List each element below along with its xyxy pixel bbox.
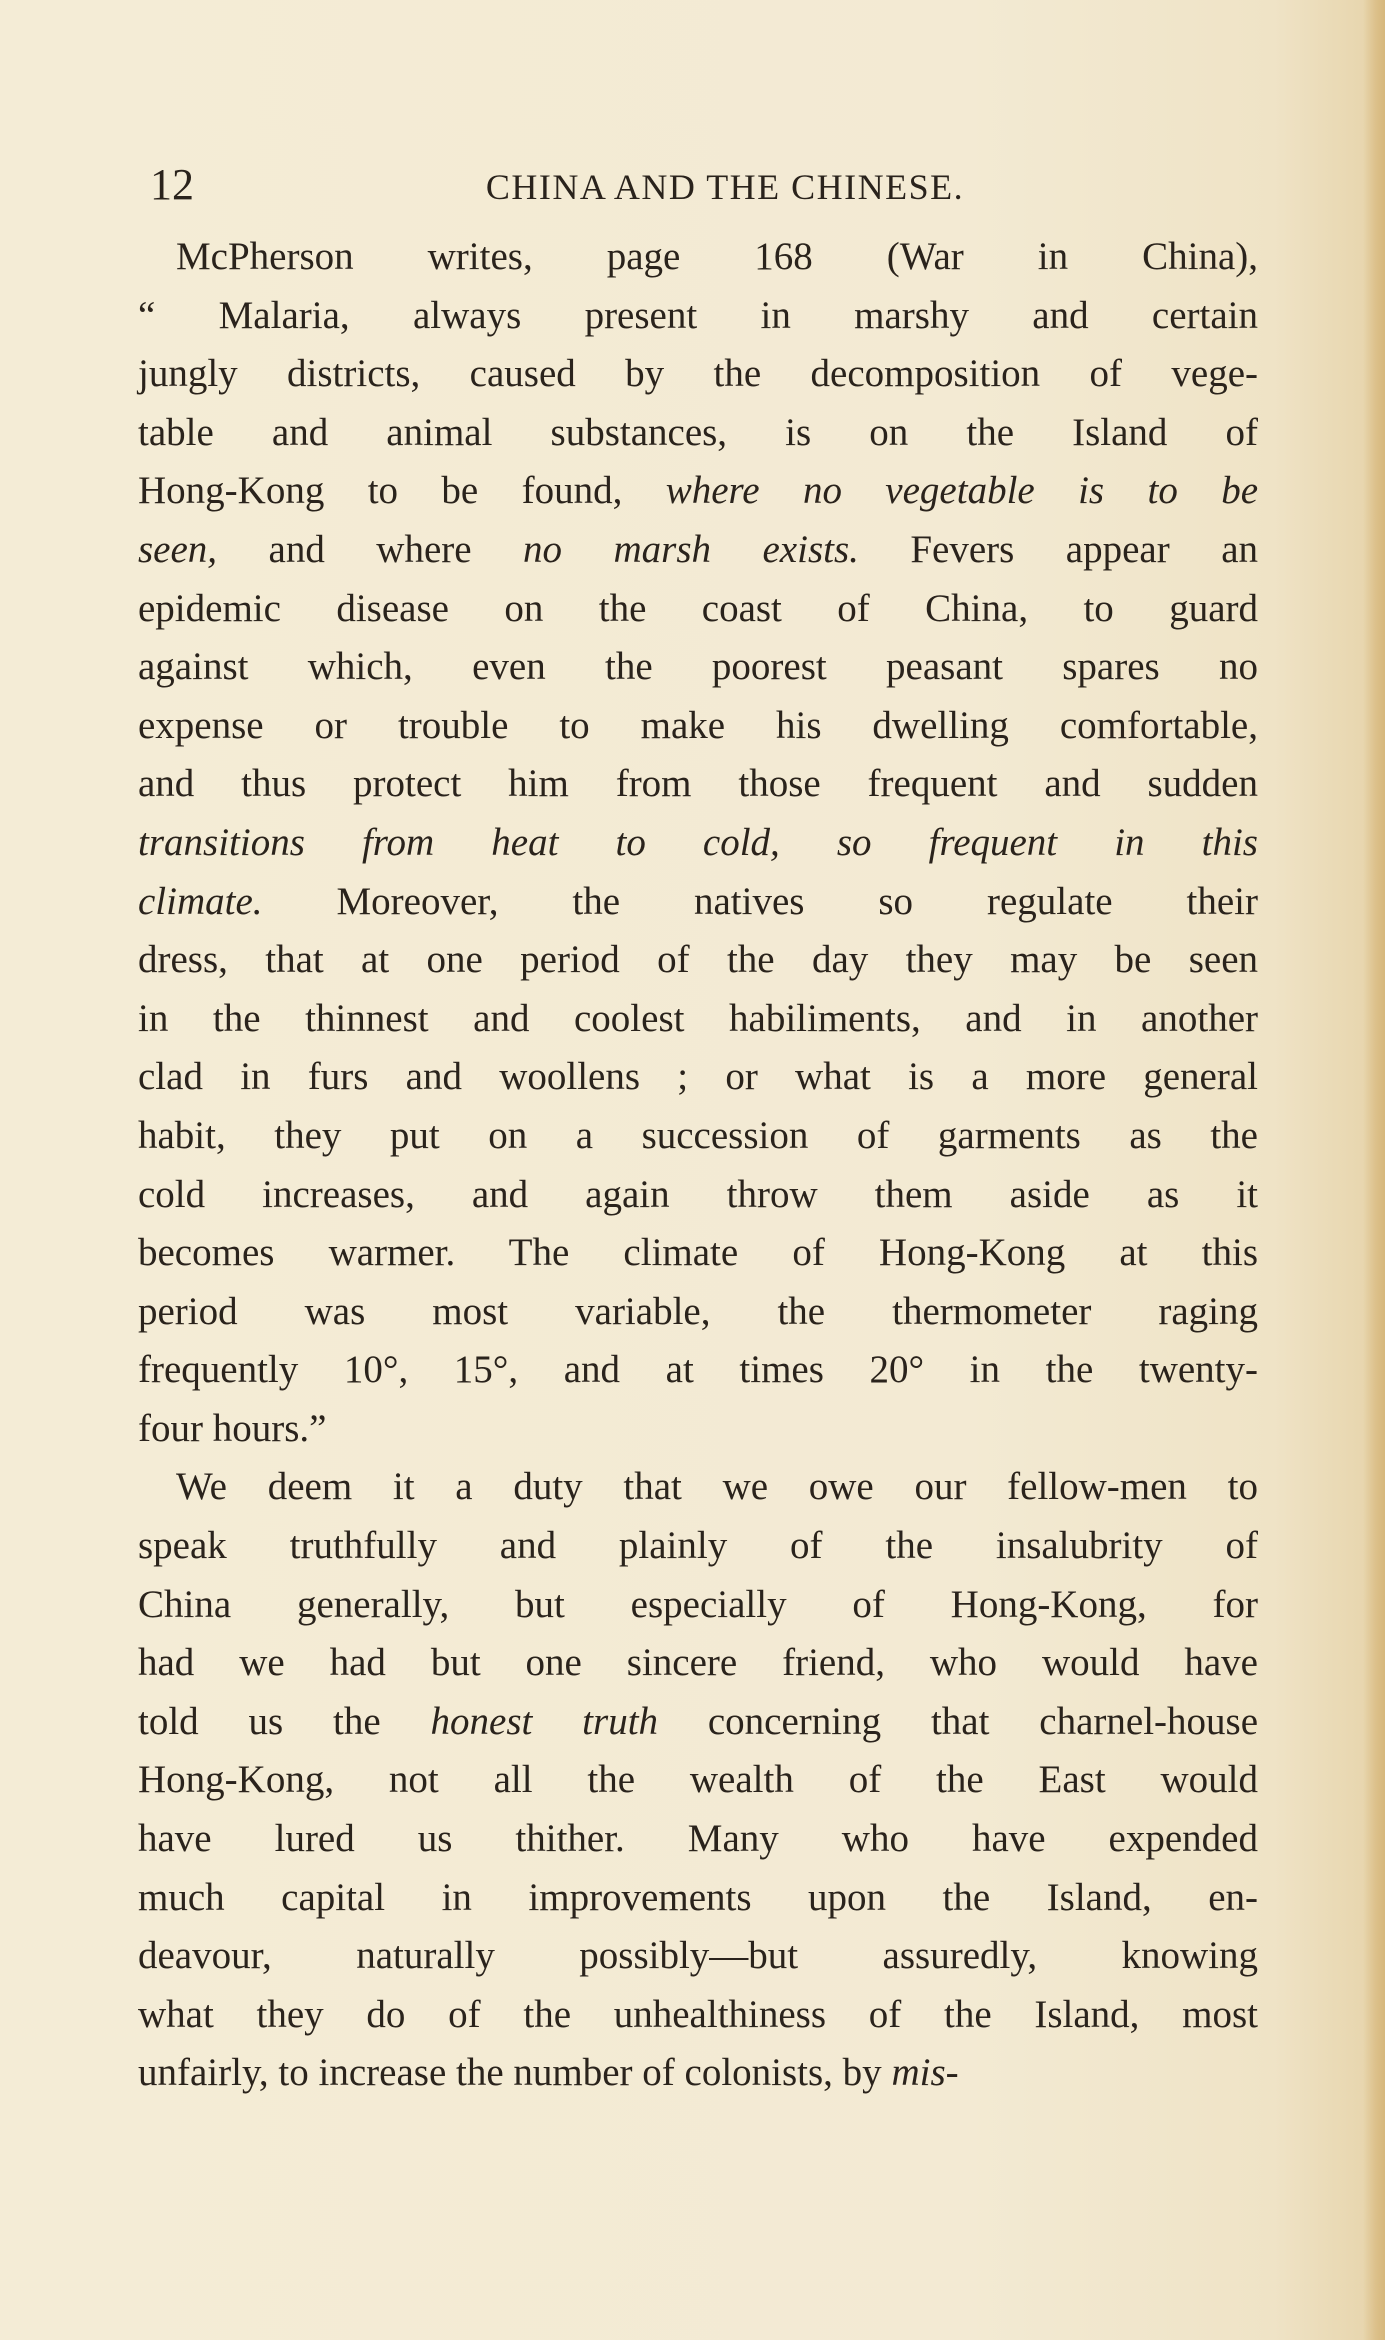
text-line <box>138 462 1258 521</box>
italic-text: transitions from heat to cold, so frequent in this <box>138 820 1258 864</box>
text-run: We deem it a duty that we owe our fellow-men to <box>176 1465 1258 1509</box>
text-run: had we had but one sincere friend, who would have <box>138 1641 1258 1685</box>
text-run: Hong-Kong, not all the wealth of the East would <box>138 1758 1258 1802</box>
text-line <box>138 755 1258 814</box>
text-line <box>138 1283 1258 1342</box>
text-run: expense or trouble to make his dwelling comfortable, <box>138 703 1258 747</box>
text-run: cold increases, and again throw them aside as it <box>138 1172 1258 1216</box>
text-line <box>138 345 1258 404</box>
text-line <box>138 1986 1258 2045</box>
text-run: clad in furs and woollens ; or what is a more general <box>138 1055 1258 1099</box>
text-run: concerning that charnel-house <box>658 1699 1259 1743</box>
text-line <box>138 580 1258 639</box>
text-run: “ Malaria, always present in marshy and certain <box>138 293 1258 337</box>
italic-text: where no vegetable is to be <box>665 469 1259 513</box>
paragraph <box>138 228 1258 1458</box>
text-line <box>138 638 1258 697</box>
text-line <box>138 1751 1258 1810</box>
text-run: Hong-Kong to be found, <box>138 469 666 513</box>
text-line <box>138 1107 1258 1166</box>
text-run: in the thinnest and coolest habiliments, and in another <box>138 996 1258 1040</box>
text-run: Moreover, the natives so regulate their <box>262 879 1258 923</box>
text-line <box>138 1400 1258 1459</box>
running-head: CHINA AND THE CHINESE. <box>485 167 965 207</box>
text-run: Fevers appear an <box>858 527 1259 571</box>
text-run: period was most variable, the thermometer raging <box>138 1289 1258 1333</box>
italic-text: climate. <box>138 879 263 923</box>
paragraph <box>138 1458 1258 2103</box>
text-line <box>138 873 1258 932</box>
text-run: and where <box>217 527 524 571</box>
text-run: deavour, naturally possibly—but assuredly, knowing <box>138 1934 1258 1978</box>
text-run: dress, that at one period of the day they may be seen <box>138 938 1258 982</box>
italic-text: seen, <box>138 527 218 571</box>
page-number: 12 <box>150 160 194 209</box>
text-run: unfairly, to increase the number of colonists, by <box>138 2051 892 2095</box>
text-run: against which, even the poorest peasant spares no <box>138 645 1258 689</box>
italic-text: mis- <box>891 2051 959 2095</box>
text-line <box>138 1634 1258 1693</box>
text-line <box>138 990 1258 1049</box>
text-line <box>138 287 1258 346</box>
text-line <box>138 1693 1258 1752</box>
text-line <box>138 521 1258 580</box>
text-line <box>138 1048 1258 1107</box>
body-text <box>138 228 1258 2103</box>
page-edge <box>1363 0 1385 2340</box>
text-run: four hours.” <box>138 1406 327 1450</box>
text-line <box>138 2044 1258 2103</box>
text-line <box>138 697 1258 756</box>
text-run: much capital in improvements upon the Island, en- <box>138 1875 1258 1919</box>
text-run: McPherson writes, page 168 (War in China), <box>176 235 1258 278</box>
text-run: have lured us thither. Many who have expended <box>138 1817 1258 1861</box>
text-run: told us the <box>138 1699 431 1743</box>
text-line <box>138 814 1258 873</box>
italic-text: no marsh exists. <box>523 527 859 571</box>
text-line <box>138 1810 1258 1869</box>
text-line <box>138 1224 1258 1283</box>
text-line <box>138 1166 1258 1225</box>
page-header <box>150 160 1260 210</box>
italic-text: honest truth <box>430 1699 659 1743</box>
text-run: becomes warmer. The climate of Hong-Kong at this <box>138 1231 1258 1275</box>
text-run: habit, they put on a succession of garments as the <box>138 1113 1258 1157</box>
text-run: jungly districts, caused by the decomposition of vege- <box>138 352 1258 396</box>
text-run: China generally, but especially of Hong-Kong, for <box>138 1582 1258 1626</box>
text-line <box>138 931 1258 990</box>
text-line <box>138 404 1258 463</box>
text-line <box>138 1517 1258 1576</box>
text-line <box>138 1927 1258 1986</box>
text-run: epidemic disease on the coast of China, to guard <box>138 586 1258 630</box>
text-line <box>138 1576 1258 1635</box>
text-line <box>138 1458 1258 1517</box>
text-line <box>138 228 1258 287</box>
text-line <box>138 1341 1258 1400</box>
text-run: and thus protect him from those frequent and sudden <box>138 762 1258 806</box>
text-run: table and animal substances, is on the Island of <box>138 410 1258 454</box>
text-run: speak truthfully and plainly of the insalubrity of <box>138 1524 1258 1568</box>
text-line <box>138 1869 1258 1928</box>
text-run: what they do of the unhealthiness of the Island, most <box>138 1992 1258 2036</box>
text-run: frequently 10°, 15°, and at times 20° in the twenty- <box>138 1348 1258 1392</box>
